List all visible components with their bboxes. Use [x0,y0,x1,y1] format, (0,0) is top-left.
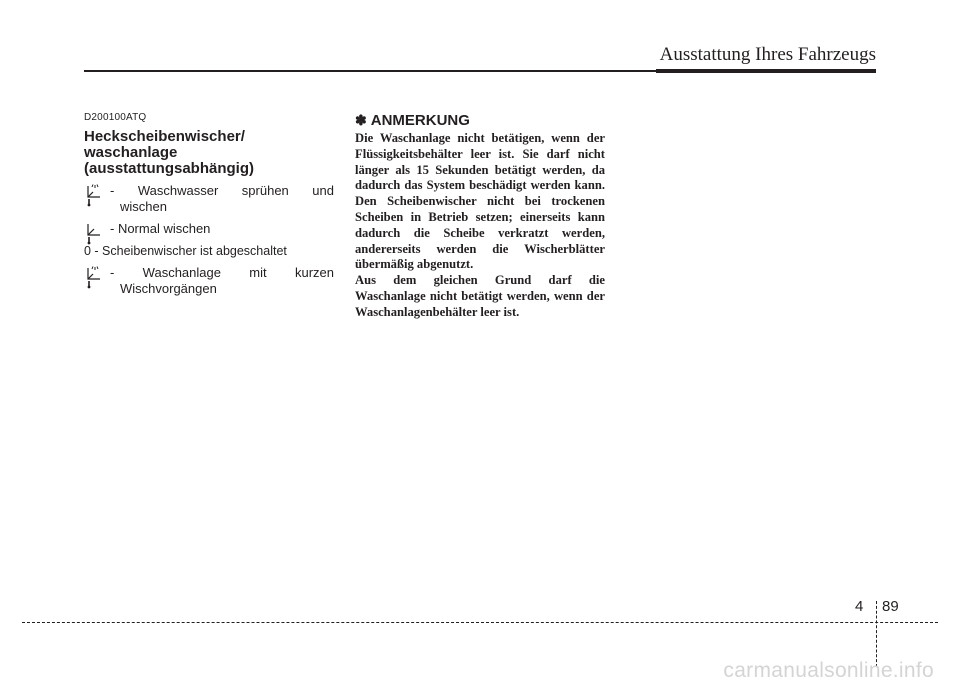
note-heading-label: ANMERKUNG [370,112,470,129]
section-heading-line-2: waschanlage [84,144,178,161]
note-box [355,112,605,321]
section-heading-line-3: (ausstattungsabhängig) [84,160,255,177]
list-item-spray-short [84,265,334,297]
note-paragraph-1: Die Waschanlage nicht betätigen, wenn der Flüssigkeitsbehälter leer ist. Sie darf nicht länger als 15 Sekunden betätigt werden, da dadurch das System beschädigt werden kann. Den Scheibenwischer nicht bei trockenen Scheiben in Betrieb setzen; einerseits kann dadurch die Scheibe verkratzt werden, andererseits werden die Wischerblätter übermäßig abgenutzt. [355,131,605,272]
watermark: carmanualsonline.info [723,659,934,682]
wiper-icon [84,221,104,245]
list-item-text-line-1: - Waschanlage mit kurzen [110,265,334,280]
list-item-normal-wipe [84,221,334,237]
note-heading [355,112,605,129]
header-rule-accent [656,69,876,73]
note-paragraph-2: Aus dem gleichen Grund darf die Waschanlage nicht betätigt werden, wenn der Waschanlagenbehälter leer ist. [355,273,605,319]
washer-spray-icon [84,183,104,207]
section-code: D200100ATQ [84,112,147,123]
note-star-icon: ✽ [355,112,367,128]
list-item-text: 0 - Scheibenwischer ist abgeschaltet [84,244,287,258]
list-item-off [84,243,334,259]
list-item-text-line-2: Wischvorgängen [120,281,217,296]
washer-spray-icon [84,265,104,289]
footer-rule [22,622,938,623]
page-header-title: Ausstattung Ihres Fahrzeugs [659,44,876,65]
list-item-text-line-1: - Waschwasser sprühen und [110,183,334,198]
left-column [84,112,334,303]
footer-divider [876,601,877,667]
note-body [355,131,605,321]
list-item-spray-wipe [84,183,334,215]
section-heading-line-1: Heckscheibenwischer/ [84,128,245,145]
page-number: 89 [882,598,899,615]
list-item-text-line-2: wischen [120,199,167,214]
chapter-number: 4 [855,598,864,615]
list-item-text: - Normal wischen [110,221,211,236]
section-heading [84,129,334,177]
